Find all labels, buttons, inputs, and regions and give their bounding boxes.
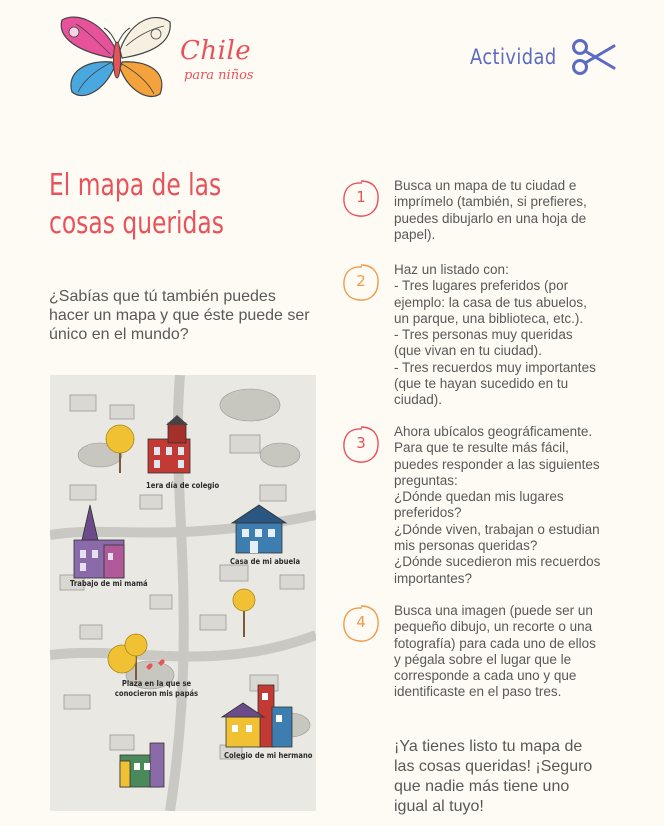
map-label-grandma-house: Casa de mi abuela (230, 557, 301, 566)
butterfly-icon (56, 10, 176, 106)
map-label-mom-work: Trabajo de mi mamá (70, 579, 148, 588)
brand-logo (56, 10, 266, 106)
brand-name: Chile (180, 36, 252, 66)
step-text: Busca una imagen (puede ser un pequeño dibujo, un recorte o una fotografía) para cada uno de ellos y pégala sobre el lugar que le corresponde a cada uno y que identificaste en el paso tres. (394, 603, 596, 700)
step-number-badge: 1 (340, 178, 382, 220)
map-label-first-school-day: 1era día de colegio (146, 481, 220, 490)
intro-text: ¿Sabías que tú también puedes hacer un mapa y que éste puede ser único en el mundo? (49, 288, 310, 343)
page-title (49, 167, 267, 243)
step-text: Haz un listado con: - Tres lugares preferidos (por ejemplo: la casa de tus abuelos, un parque, una biblioteca, etc.). - Tres personas muy queridas (que vivan en tu ciudad). - Tres recuerdos muy importantes (que te hayan sucedido en tu ciudad). (394, 262, 596, 408)
step-text: Ahora ubícalos geográficamente. Para que te resulte más fácil, puedes responder a las siguientes preguntas: ¿Dónde quedan mis lugares preferidos? ¿Dónde viven, trabajan o estudian mis personas queridas? ¿Dónde sucedieron mis recuerdos importantes? (394, 424, 601, 586)
step-text: Busca un mapa de tu ciudad e imprímelo (también, si prefieres, puedes dibujarlo en una hoja de papel). (394, 178, 587, 242)
map-label-parents-plaza: Plaza en la que se conocieron mis papás (114, 679, 199, 698)
step-number-badge: 2 (340, 262, 382, 304)
activity-header (470, 38, 618, 76)
map-label-brother-school: Colegio de mi hermano (224, 751, 313, 760)
activity-label: Actividad (470, 45, 557, 69)
brand-subtitle: para niños (184, 68, 254, 83)
step-number-badge: 3 (340, 424, 382, 466)
illustrated-map (50, 375, 316, 811)
scissors-icon (570, 38, 618, 76)
map-illustration (50, 375, 316, 811)
step-number-badge: 4 (340, 603, 382, 645)
title-line-1: El mapa de las (49, 168, 222, 203)
closing-text: ¡Ya tienes listo tu mapa de las cosas queridas! ¡Seguro que nadie más tiene uno igual al tuyo! (394, 738, 593, 815)
title-line-2: cosas queridas (49, 206, 224, 241)
